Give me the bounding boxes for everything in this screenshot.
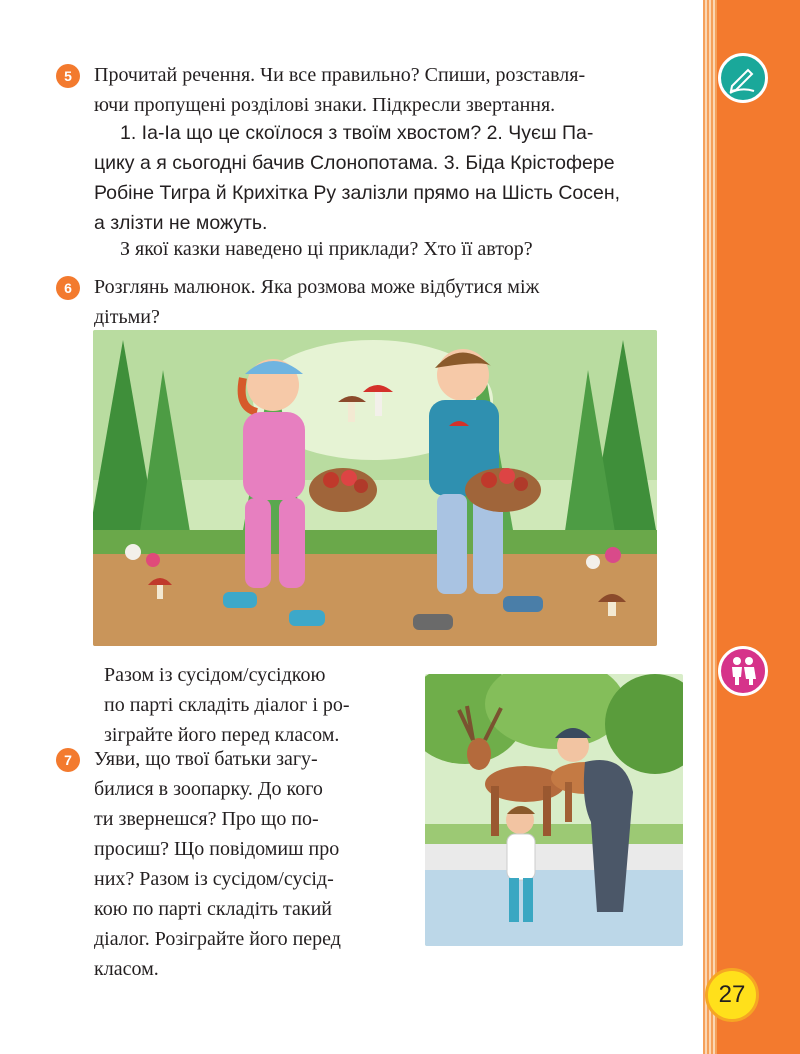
task-number-badge: 6	[56, 276, 80, 300]
text-line: Уяви, що твої батьки загу-	[94, 748, 318, 770]
text-line: Прочитай речення. Чи все правильно? Спиши, розставля-	[94, 64, 586, 86]
task5-instruction	[94, 60, 694, 120]
text-line: зіграйте його перед класом.	[104, 724, 340, 746]
task6-pair-text	[104, 660, 409, 750]
text-line: по парті складіть діалог і ро-	[104, 694, 350, 716]
text-line: билися в зоопарку. До кого	[94, 778, 323, 800]
pair-work-icon	[718, 646, 768, 696]
page-number: 27	[705, 968, 759, 1022]
text-line: Разом із сусідом/сусідкою	[104, 664, 326, 686]
text-line: них? Разом із сусідом/сусід-	[94, 868, 334, 890]
text-line: Робіне Тигра й Крихітка Ру залізли прямо на Шість Сосен,	[94, 182, 621, 204]
task6-instruction	[94, 272, 694, 332]
text-line: цику а я сьогодні бачив Слонопотама. 3. Біда Крістофере	[94, 152, 615, 174]
text-line: кою по парті складіть такий	[94, 898, 332, 920]
zoo-keeper-illustration	[425, 674, 683, 946]
task5-question: З якої казки наведено ці приклади? Хто її автор?	[120, 238, 533, 260]
task7-text	[94, 744, 410, 984]
text-line: 1. Іа-Іа що це скоїлося з твоїм хвостом? 2. Чуєш Па-	[120, 122, 594, 144]
text-line: а злізти не можуть.	[94, 212, 268, 234]
side-margin	[703, 0, 800, 1054]
text-line: ти звернешся? Про що по-	[94, 808, 319, 830]
text-line: діалог. Розіграйте його перед	[94, 928, 341, 950]
task-number-badge: 7	[56, 748, 80, 772]
text-line: дітьми?	[94, 306, 160, 328]
text-line: просиш? Що повідомиш про	[94, 838, 340, 860]
side-margin-stripes	[703, 0, 717, 1054]
forest-children-illustration	[93, 330, 657, 646]
task-number-badge: 5	[56, 64, 80, 88]
text-line: класом.	[94, 958, 159, 980]
text-line: ючи пропущені розділові знаки. Підкресли звертання.	[94, 94, 556, 116]
task5-example	[94, 118, 694, 238]
pencil-write-icon	[718, 53, 768, 103]
text-line: Розглянь малюнок. Яка розмова може відбутися між	[94, 276, 540, 298]
